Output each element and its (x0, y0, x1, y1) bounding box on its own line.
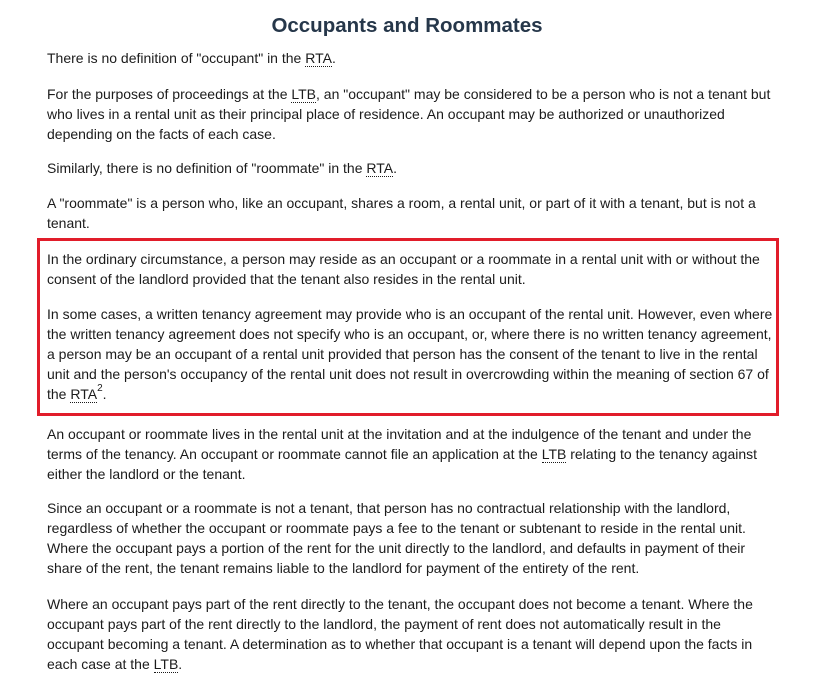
paragraph-rent-payment: Where an occupant pays part of the rent directly to the tenant, the occupant does not become a tenant. Where the occupant pays part of the rent directly to the landlord, the payment of rent does not automatically result in the occupant becoming a tenant. A determination as to whether that occupant is a tenant will depend upon the facts in each case at the LTB. (47, 596, 753, 672)
paragraph-occupant-definition: There is no definition of "occupant" in the RTA. (47, 50, 336, 66)
paragraph-roommate-definition: Similarly, there is no definition of "roommate" in the RTA. (47, 160, 397, 176)
abbr-rta[interactable]: RTA (305, 50, 332, 66)
paragraph-roommate-description: A "roommate" is a person who, like an occupant, shares a room, a rental unit, or part of it with a tenant, but is not a tenant. (47, 195, 756, 231)
paragraph-no-contract: Since an occupant or a roommate is not a tenant, that person has no contractual relationship with the landlord, regardless of whether the occupant or roommate pays a fee to the tenant or subtenant to reside in the rental unit. Where the occupant pays a portion of the rent for the unit directly to the landlord, and defaults in payment of their share of the rent, the tenant remains liable to the landlord for payment of the entirety of the rent. (47, 500, 746, 576)
page-title: Occupants and Roommates (271, 14, 543, 37)
paragraph-ltb-occupant: For the purposes of proceedings at the LTB, an "occupant" may be considered to be a person who is not a tenant but who lives in a rental unit as their principal place of residence. An occupant may be authorized or unauthorized depending on the facts of each case. (47, 86, 771, 142)
paragraph-invitation: An occupant or roommate lives in the rental unit at the invitation and at the indulgence of the tenant and under the terms of the tenancy. An occupant or roommate cannot file an application at the LTB relating to the tenancy against either the landlord or the tenant. (47, 426, 758, 482)
abbr-ltb[interactable]: LTB (153, 656, 179, 672)
footnote-ref[interactable]: 2 (97, 383, 103, 395)
abbr-rta[interactable]: RTA (70, 386, 98, 402)
abbr-rta[interactable]: RTA (366, 160, 394, 176)
abbr-ltb[interactable]: LTB (291, 86, 317, 102)
paragraph-ordinary-circumstance: In the ordinary circumstance, a person may reside as an occupant or a roommate in a rental unit with or without the consent of the landlord provided that the tenant also resides in the rental unit. (47, 251, 760, 287)
abbr-ltb[interactable]: LTB (541, 446, 567, 462)
paragraph-written-agreement: In some cases, a written tenancy agreement may provide who is an occupant of the rental unit. However, even where the written tenancy agreement does not specify who is an occupant, or, where there is no written tenancy agreement, a person may be an occupant of a rental unit provided that person has the consent of the tenant to live in the rental unit and the person's occupancy of the rental unit does not result in overcrowding within the meaning of section 67 of the RTA$^2$. (47, 306, 773, 402)
